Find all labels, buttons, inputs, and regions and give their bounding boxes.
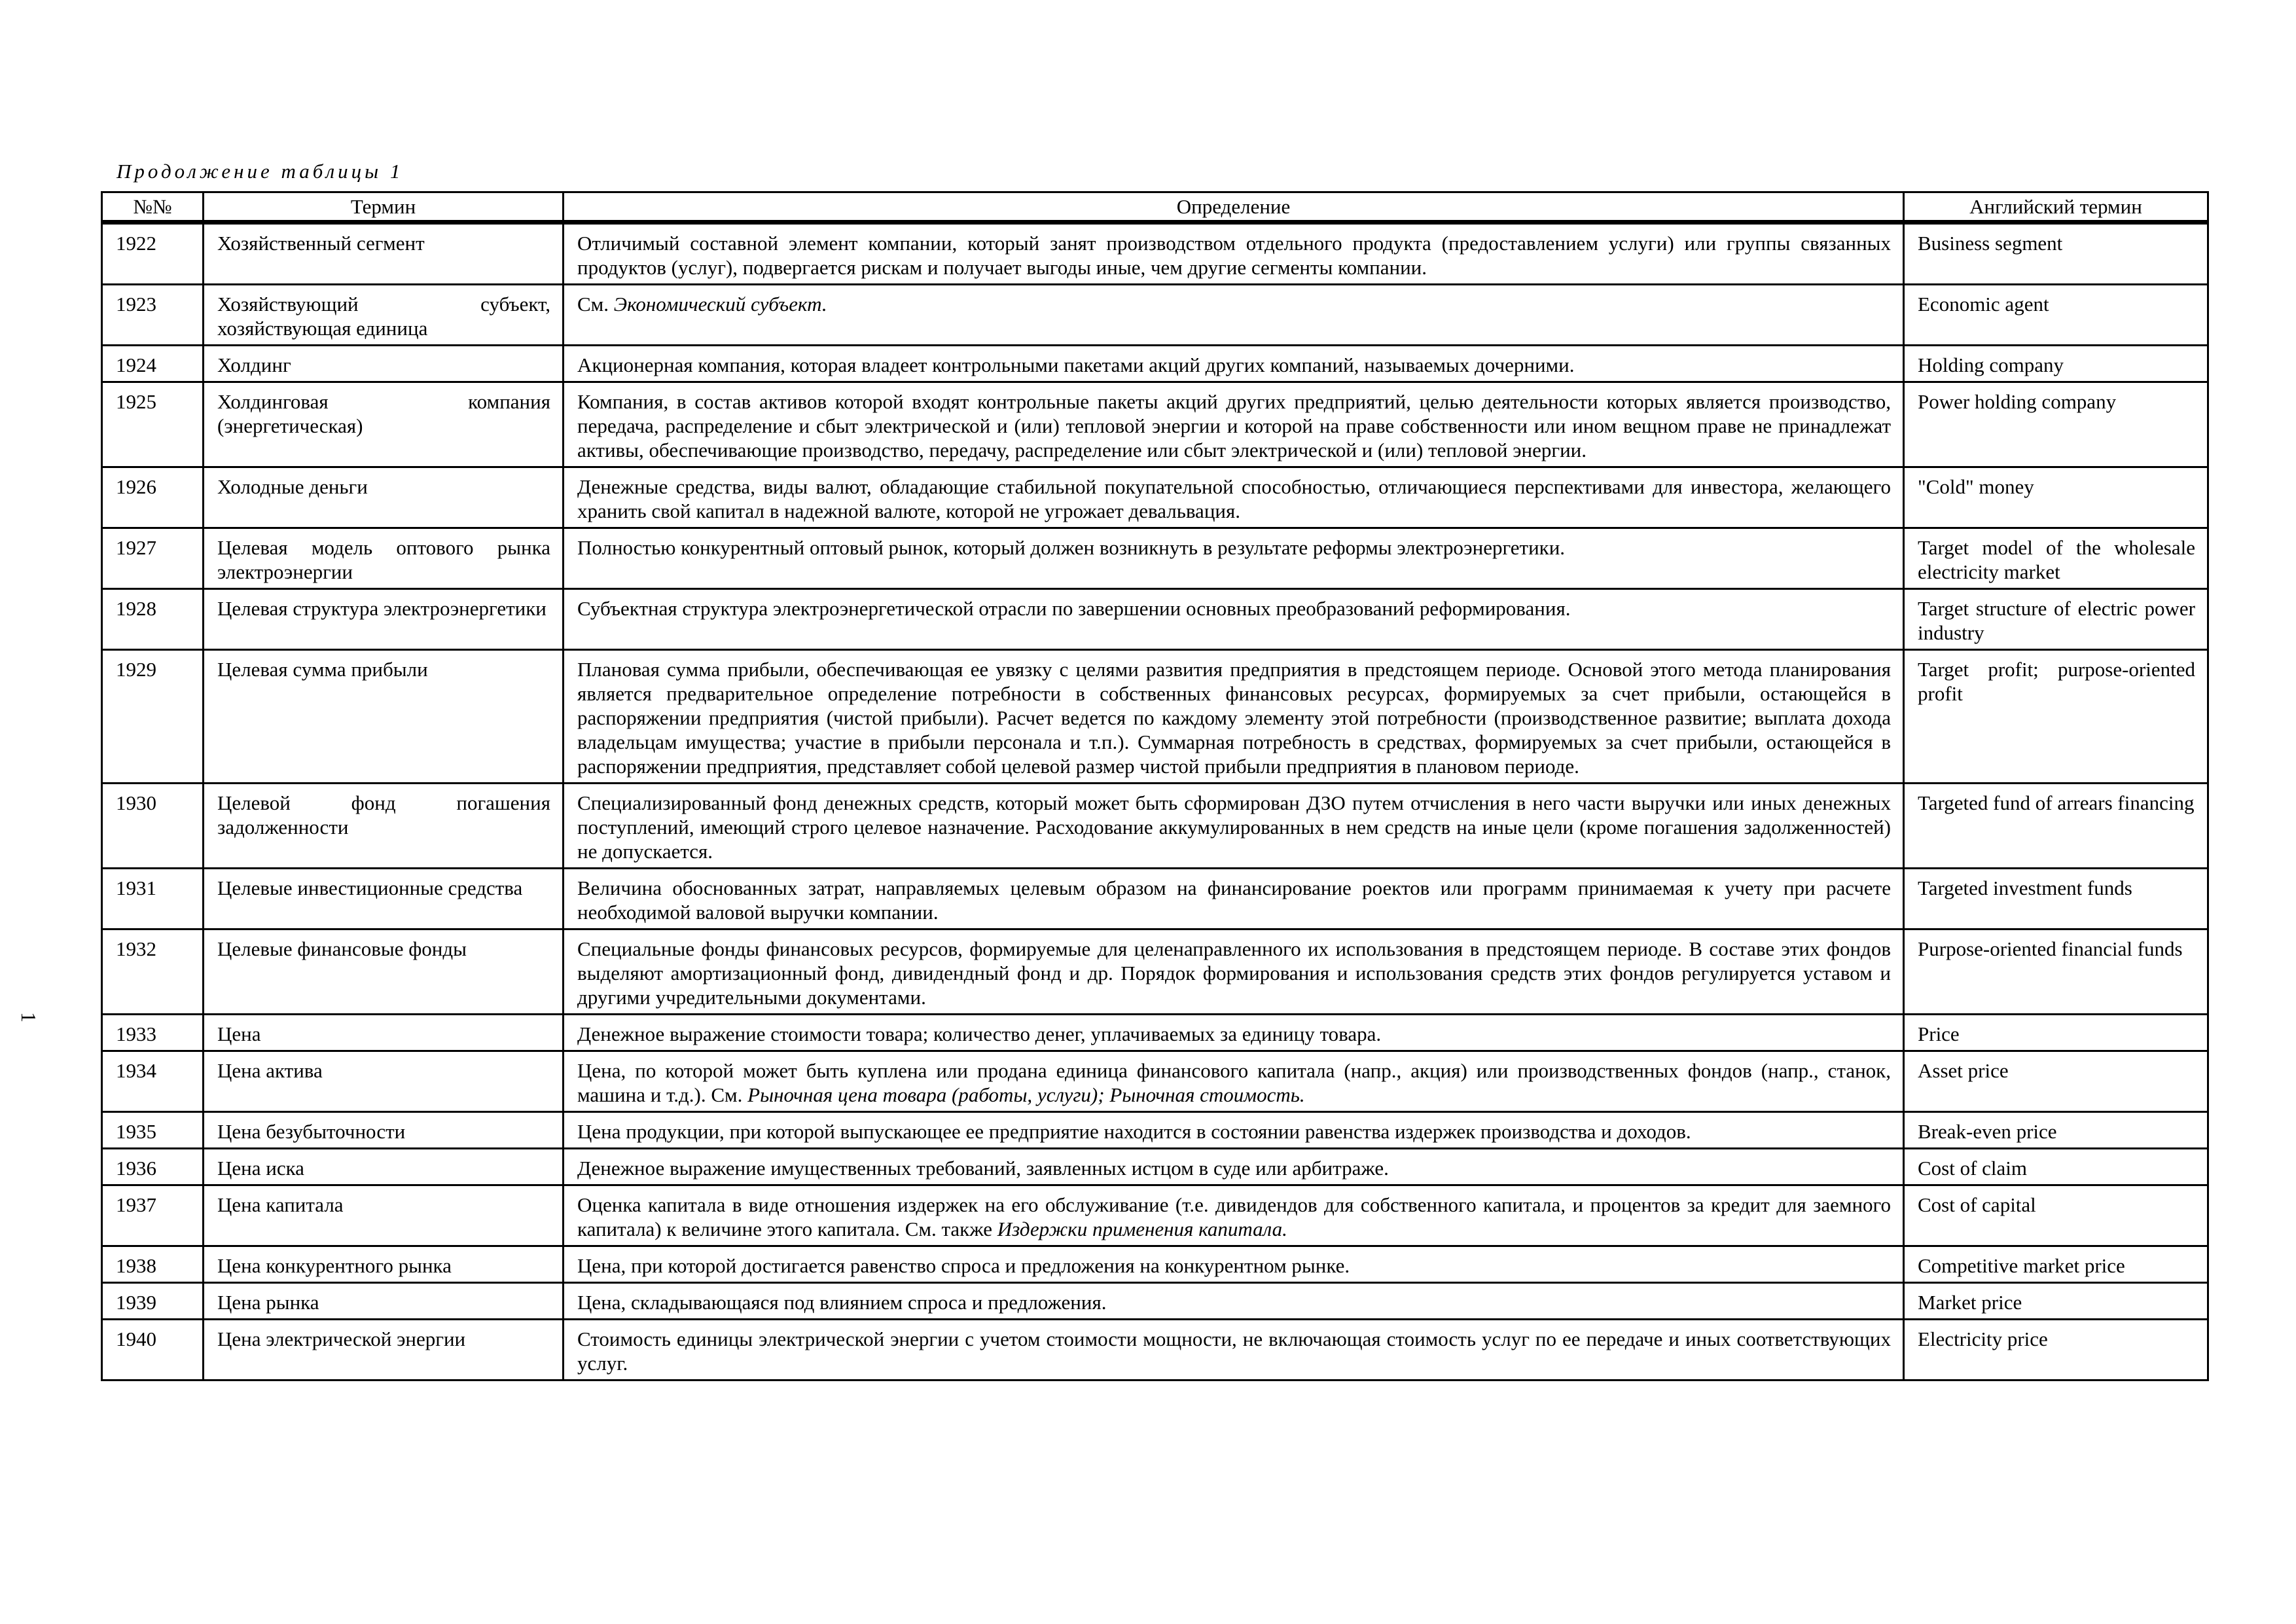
row-english-term: Target profit; purpose-oriented profit (1904, 650, 2208, 784)
row-english-term: Competitive market price (1904, 1246, 2208, 1283)
table-row (102, 346, 2208, 382)
definition-text: Специальные фонды финансовых ресурсов, формируемые для целенаправленного их использования в предстоящем периоде. В составе этих фондов выделяют амортизационный фонд, дивидендный фонд и др. Порядок формирования и использования средств этих фондов регулируется уставом и другими учредительными документами. (577, 937, 1891, 1009)
row-number: 1938 (102, 1246, 204, 1283)
definition-text: Акционерная компания, которая владеет контрольными пакетами акций других компаний, называемых дочерними. (577, 353, 1575, 376)
definition-text: Субъектная структура электроэнергетической отрасли по завершении основных преобразований реформирования. (577, 597, 1571, 620)
row-definition (564, 869, 1904, 929)
row-english-term: Business segment (1904, 223, 2208, 285)
definition-text: Цена продукции, при которой выпускающее ее предприятие находится в состоянии равенства издержек производства и доходов. (577, 1120, 1691, 1143)
row-english-term: Purpose-oriented financial funds (1904, 929, 2208, 1015)
row-english-term: Electricity price (1904, 1320, 2208, 1380)
row-english-term: Market price (1904, 1283, 2208, 1320)
row-definition (564, 467, 1904, 528)
cross-reference: Экономический субъект. (613, 293, 827, 316)
row-definition (564, 346, 1904, 382)
row-term: Цена безубыточности (204, 1112, 564, 1149)
row-term: Цена актива (204, 1051, 564, 1112)
row-number: 1937 (102, 1185, 204, 1246)
table-row (102, 1112, 2208, 1149)
row-definition (564, 382, 1904, 467)
row-english-term: Cost of capital (1904, 1185, 2208, 1246)
table-row (102, 1015, 2208, 1051)
row-number: 1932 (102, 929, 204, 1015)
glossary-table (101, 191, 2209, 1381)
header-number: №№ (102, 192, 204, 223)
row-term: Цена капитала (204, 1185, 564, 1246)
row-term: Целевой фонд погашения задолженности (204, 784, 564, 869)
row-english-term: Holding company (1904, 346, 2208, 382)
row-number: 1929 (102, 650, 204, 784)
table-row (102, 467, 2208, 528)
row-number: 1927 (102, 528, 204, 589)
definition-text: Величина обоснованных затрат, направляемых целевым образом на финансирование роектов или программ принимаемая к учету при расчете необходимой валовой выручки компании. (577, 876, 1891, 924)
header-definition: Определение (564, 192, 1904, 223)
row-number: 1922 (102, 223, 204, 285)
header-term: Термин (204, 192, 564, 223)
row-english-term: Economic agent (1904, 285, 2208, 346)
definition-text: Полностью конкурентный оптовый рынок, который должен возникнуть в результате реформы электроэнергетики. (577, 536, 1566, 559)
row-definition (564, 1185, 1904, 1246)
row-term: Цена рынка (204, 1283, 564, 1320)
row-term: Хозяйственный сегмент (204, 223, 564, 285)
table-body (102, 223, 2208, 1380)
row-english-term: "Cold" money (1904, 467, 2208, 528)
table-row (102, 1246, 2208, 1283)
table-row (102, 382, 2208, 467)
row-english-term: Targeted fund of arrears financing (1904, 784, 2208, 869)
definition-text: Плановая сумма прибыли, обеспечивающая ее увязку с целями развития предприятия в предстоящем периоде. Основой этого метода планирования является предварительное определение потребности в собственных финансовых ресурсах, формируемых за счет прибыли, остающейся в распоряжении предприятия (чистой прибыли). Расчет ведется по каждому элементу этой потребности (производственное развитие; выплата дохода владельцам имущества; участие в прибыли персонала и т.п.). Суммарная потребность в средствах, формируемых за счет прибыли, остающейся в распоряжении предприятия, представляет собой целевой размер чистой прибыли предприятия в плановом периоде. (577, 658, 1891, 778)
table-row (102, 285, 2208, 346)
table-row (102, 869, 2208, 929)
row-definition (564, 929, 1904, 1015)
table-row (102, 528, 2208, 589)
row-number: 1936 (102, 1149, 204, 1185)
row-definition (564, 1283, 1904, 1320)
row-number: 1939 (102, 1283, 204, 1320)
definition-text: Цена, складывающаяся под влиянием спроса и предложения. (577, 1291, 1107, 1314)
table-row (102, 1149, 2208, 1185)
row-definition (564, 1149, 1904, 1185)
definition-text: Отличимый составной элемент компании, который занят производством отдельного продукта (предоставлением услуги) или группы связанных продуктов (услуг), подвергается рискам и получает выгоды иные, чем другие сегменты компании. (577, 232, 1891, 279)
row-english-term: Price (1904, 1015, 2208, 1051)
row-definition (564, 1051, 1904, 1112)
definition-text: См. (577, 293, 614, 316)
table-row (102, 1283, 2208, 1320)
row-term: Холдинг (204, 346, 564, 382)
table-row (102, 1185, 2208, 1246)
table-row (102, 784, 2208, 869)
row-english-term: Targeted investment funds (1904, 869, 2208, 929)
table-header-row (102, 192, 2208, 223)
definition-text: Денежные средства, виды валют, обладающие стабильной покупательной способностью, отличающиеся перспективами для инвестора, желающего хранить свой капитал в надежной валюте, которой не угрожает девальвация. (577, 475, 1891, 522)
definition-text: Оценка капитала в виде отношения издержек на его обслуживание (т.е. дивидендов для собственного капитала, и процентов за кредит для заемного капитала) к величине этого капитала. См. также (577, 1193, 1891, 1240)
row-definition (564, 528, 1904, 589)
row-definition (564, 1246, 1904, 1283)
row-term: Целевая модель оптового рынка электроэнергии (204, 528, 564, 589)
row-term: Цена иска (204, 1149, 564, 1185)
table-row (102, 223, 2208, 285)
table-row (102, 589, 2208, 650)
row-number: 1934 (102, 1051, 204, 1112)
row-definition (564, 1015, 1904, 1051)
row-term: Целевые инвестиционные средства (204, 869, 564, 929)
row-number: 1924 (102, 346, 204, 382)
row-term: Цена конкурентного рынка (204, 1246, 564, 1283)
row-term: Цена (204, 1015, 564, 1051)
row-english-term: Power holding company (1904, 382, 2208, 467)
row-term: Холдинговая компания (энергетическая) (204, 382, 564, 467)
table-row (102, 929, 2208, 1015)
row-english-term: Asset price (1904, 1051, 2208, 1112)
header-english-term: Английский термин (1904, 192, 2208, 223)
row-definition (564, 784, 1904, 869)
row-term: Целевая структура электроэнергетики (204, 589, 564, 650)
table-caption: Продолжение таблицы 1 (117, 160, 404, 183)
cross-reference: Рыночная цена товара (работы, услуги); Рыночная стоимость. (747, 1083, 1305, 1106)
row-definition (564, 1320, 1904, 1380)
definition-text: Специализированный фонд денежных средств, который может быть сформирован ДЗО путем отчисления в него части выручки или иных денежных поступлений, имеющий строго целевое назначение. Расходование аккумулированных в нем средств на иные цели (кроме погашения задолженностей) не допускается. (577, 791, 1891, 863)
row-english-term: Target structure of electric power industry (1904, 589, 2208, 650)
row-number: 1930 (102, 784, 204, 869)
definition-text: Денежное выражение стоимости товара; количество денег, уплачиваемых за единицу товара. (577, 1022, 1382, 1045)
table-row (102, 1051, 2208, 1112)
row-number: 1926 (102, 467, 204, 528)
row-definition (564, 285, 1904, 346)
table-row (102, 650, 2208, 784)
row-number: 1925 (102, 382, 204, 467)
row-number: 1928 (102, 589, 204, 650)
row-english-term: Target model of the wholesale electricity market (1904, 528, 2208, 589)
row-number: 1931 (102, 869, 204, 929)
row-term: Хозяйствующий субъект, хозяйствующая единица (204, 285, 564, 346)
row-term: Цена электрической энергии (204, 1320, 564, 1380)
row-term: Целевая сумма прибыли (204, 650, 564, 784)
row-definition (564, 650, 1904, 784)
row-term: Целевые финансовые фонды (204, 929, 564, 1015)
page-number: 1 (17, 1012, 41, 1022)
definition-text: Денежное выражение имущественных требований, заявленных истцом в суде или арбитраже. (577, 1157, 1389, 1180)
row-number: 1940 (102, 1320, 204, 1380)
row-number: 1935 (102, 1112, 204, 1149)
definition-text: Цена, при которой достигается равенство спроса и предложения на конкурентном рынке. (577, 1254, 1350, 1277)
row-definition (564, 1112, 1904, 1149)
row-definition (564, 589, 1904, 650)
row-english-term: Break-even price (1904, 1112, 2208, 1149)
definition-text: Компания, в состав активов которой входят контрольные пакеты акций других предприятий, целью деятельности которых является производство, передача, распределение и сбыт электрической и (или) тепловой энергии и которой на праве собственности или ином вещном праве не принадлежат активы, обеспечивающие производство, передачу, распределение или сбыт электрической и (или) тепловой энергии. (577, 390, 1891, 461)
row-number: 1923 (102, 285, 204, 346)
cross-reference: Издержки применения капитала. (997, 1218, 1287, 1240)
definition-text: Стоимость единицы электрической энергии с учетом стоимости мощности, не включающая стоимость услуг по ее передаче и иных соответствующих услуг. (577, 1327, 1891, 1375)
row-number: 1933 (102, 1015, 204, 1051)
table-row (102, 1320, 2208, 1380)
row-term: Холодные деньги (204, 467, 564, 528)
definition-text: Цена, по которой может быть куплена или продана единица финансового капитала (напр., акция) или производственных фондов (напр., станок, машина и т.д.). См. (577, 1059, 1891, 1106)
row-definition (564, 223, 1904, 285)
row-english-term: Cost of claim (1904, 1149, 2208, 1185)
